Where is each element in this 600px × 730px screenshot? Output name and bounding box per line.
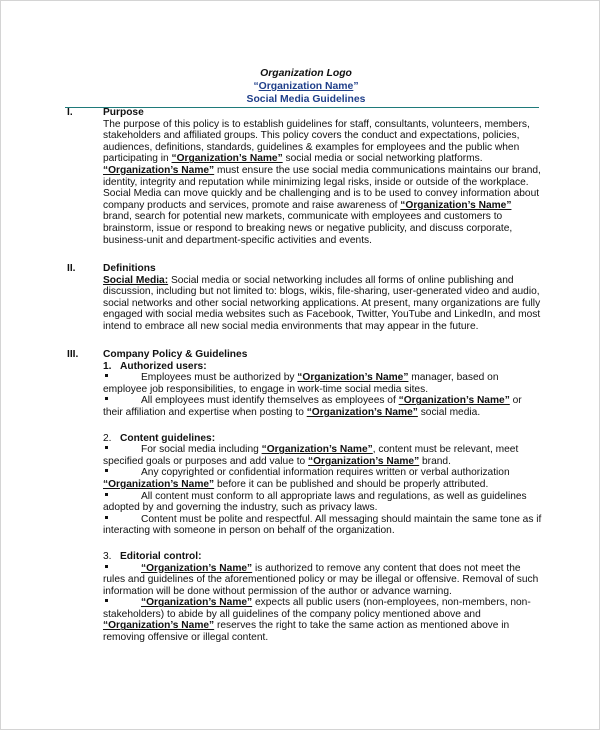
list-item [103, 372, 543, 395]
text: Employees must be authorized by [141, 372, 298, 384]
subsection-editorial-control [103, 551, 543, 563]
document-title: Social Media Guidelines [246, 94, 366, 105]
text: manager, based on employee job responsibilities, to engage in work-time social media sites. [103, 372, 499, 395]
open-quote: “ [253, 81, 259, 92]
subsection-number: 1. [103, 360, 112, 372]
text: social media or social networking platforms. [282, 153, 483, 165]
text: brand. [419, 455, 451, 467]
text: Any copyrighted or confidential information requires written or verbal authorization [141, 467, 510, 479]
text: is authorized to remove any content that does not meet the rules and guidelines of the aforementioned policy or may be illegal or offensive. Removal of such information will be done without permission of the author or advance warning. [103, 562, 539, 597]
list-item [103, 514, 543, 537]
text: reserves the right to take the same action as mentioned above in removing offensive or illegal content. [103, 620, 510, 644]
subsection-number: 3. [103, 550, 112, 562]
section-number: III. [67, 349, 79, 360]
list-item [103, 563, 543, 598]
org-name-ref: “Organization’s Name” [103, 478, 215, 490]
section-title: Purpose [103, 107, 144, 118]
org-name-ref: “Organization’s Name” [306, 406, 418, 418]
text: must ensure the use social media communications maintains our brand, identity, integrity and reputation while minimizing legal risks, inside or outside of the workplace. Social Media can move quickly and be challenging and is to be used to convey information about company products and services, promote and raise awareness of [103, 164, 541, 211]
organization-name [11, 80, 600, 93]
text: social media. [417, 406, 481, 418]
list-item [103, 467, 543, 490]
document-header [1, 67, 600, 106]
section-title: Company Policy & Guidelines [103, 349, 248, 360]
close-quote: ” [353, 81, 359, 92]
org-name-ref: “Organization’s Name” [141, 562, 253, 574]
subsection-title: Editorial control: [120, 550, 202, 562]
list-item [103, 597, 543, 643]
text: For social media including [141, 444, 262, 456]
text: Content must be polite and respectful. All messaging should maintain the same tone as if interacting with someone in person on behalf of the organization. [103, 513, 542, 537]
text: brand, search for potential new markets, communicate with employees and customers to brainstorm, issue or respond to breaking news or negative publicity, and discuss corporate, business-unit and department-specific activities and events. [103, 211, 513, 246]
organization-logo: Organization Logo [260, 68, 352, 79]
section-title: Definitions [103, 263, 156, 274]
org-name-ref: “Organization’s Name” [141, 597, 253, 609]
subsection-title: Content guidelines: [120, 432, 216, 444]
org-name-ref: “Organization’s Name” [400, 199, 512, 211]
section-number: II. [67, 263, 76, 274]
text: The purpose of this policy is to establish guidelines for staff, consultants, volunteers, members, stakeholders and affiliated groups. This policy covers the conduct and expectations, policies, audiences, definitions, standards, guidelines & examples for employees and the public when participating in [103, 118, 530, 165]
subsection-number: 2. [103, 432, 112, 444]
list-item [103, 491, 543, 514]
text: before it can be published and should be properly attributed. [214, 478, 489, 490]
section-number: I. [67, 107, 73, 118]
subsection-authorized-users [103, 361, 543, 373]
org-name-ref: “Organization’s Name” [171, 153, 283, 165]
org-name-ref: “Organization’s Name” [103, 164, 215, 176]
org-name-ref: “Organization’s Name” [398, 395, 510, 407]
definition-term: Social Media: [103, 274, 169, 286]
org-name-ref: “Organization’s Name” [103, 620, 215, 632]
subsection-title: Authorized users: [120, 360, 207, 372]
text: or their affiliation and expertise when posting to [103, 395, 522, 418]
org-name-ref: “Organization’s Name” [261, 444, 373, 456]
definition-text: Social media or social networking includes all forms of online publishing and discussion, including but not limited to: blogs, wikis, file-sharing, user-generated video and audio, social networks and other social networking applications. At present, many organizations are fully engaged with social media websites such as Facebook, Twitter, YouTube and LinkedIn, and most intend to embrace all new social media environments that may appear in the future. [103, 274, 541, 332]
purpose-paragraph-2 [103, 165, 543, 246]
text: , content must be relevant, meet specified goals or purposes and add value to [103, 444, 519, 467]
list-item [103, 444, 543, 467]
subsection-content-guidelines [103, 433, 543, 445]
text: All content must conform to all appropriate laws and regulations, as well as guidelines adopted by and governing the industry, such as privacy laws. [103, 490, 527, 514]
org-name-ref: “Organization’s Name” [297, 372, 409, 384]
org-name-ref: “Organization’s Name” [308, 455, 420, 467]
text: All employees must identify themselves as employees of [141, 395, 399, 407]
list-item [103, 395, 543, 418]
organization-name-text: Organization Name [258, 81, 354, 92]
purpose-paragraph [103, 119, 543, 165]
text: expects all public users (non-employees, non-members, non-stakeholders) to abide by all guidelines of the company policy mentioned above and [103, 597, 531, 620]
definition-paragraph [103, 275, 543, 333]
